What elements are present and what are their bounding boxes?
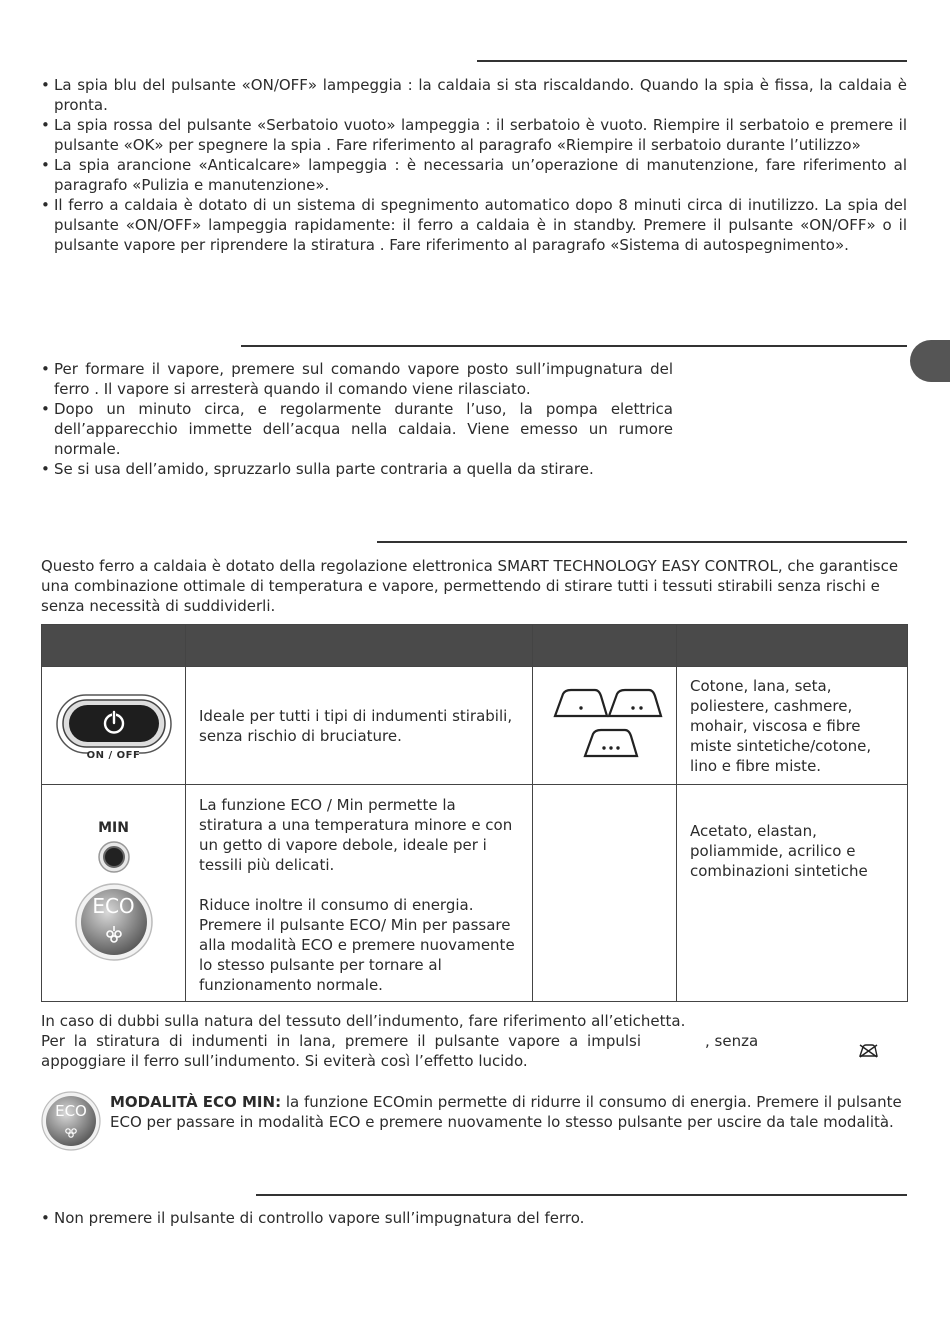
iron-symbols-cell (533, 785, 677, 1002)
wool-note (41, 1031, 907, 1051)
description-cell (186, 667, 533, 785)
wool-note-end: appoggiare il ferro sull’indumento. Si eviterà così l’effetto lucido. (41, 1052, 528, 1070)
list-item: • La spia blu del pulsante «ON/OFF» lampeggia : la caldaia si sta riscaldando. Quando la spia è fissa, la caldaia è pronta. (41, 75, 907, 115)
eco-mode-title: MODALITÀ ECO MIN: (110, 1093, 282, 1111)
table-header-row (42, 625, 908, 667)
table-header-cell (677, 625, 908, 667)
section-2-heading-rule (241, 345, 907, 347)
on-off-label: ON / OFF (86, 750, 141, 761)
table-row (42, 667, 908, 785)
section-4-list (41, 1208, 907, 1228)
table-header-cell (42, 625, 186, 667)
fabric-doubt-note: In caso di dubbi sulla natura del tessuto dell’indumento, fare riferimento all’etichetta. (41, 1012, 686, 1030)
section-4-heading-rule (256, 1194, 907, 1196)
section-1-heading-rule (477, 60, 907, 62)
iron-symbols-cell (533, 667, 677, 785)
section-2-list (41, 359, 673, 479)
list-item: • La spia arancione «Anticalcare» lampeggia : è necessaria un’operazione di manutenzione, fare riferimento al paragrafo «Pulizia e manutenzione». (41, 155, 907, 195)
wool-note-part-1: Per la stiratura di indumenti in lana, premere il pulsante vapore a impulsi (41, 1032, 641, 1050)
on-off-button-cell (42, 667, 186, 785)
min-indicator-icon (97, 840, 131, 874)
description-text: La funzione ECO / Min permette la stiratura a una temperatura minore e con un getto di vapore debole, ideale per i tessili più delicati. (199, 796, 513, 874)
section-3-intro: Questo ferro a caldaia è dotato della regolazione elettronica SMART TECHNOLOGY EASY CONTROL, che garantisce una combinazione ottimale di temperatura e vapore, permettendo di stirare tutti i tessuti stirabili senza rischi e senza necessità di suddividerli. (41, 557, 899, 615)
list-item: • Per formare il vapore, premere sul comando vapore posto sull’impugnatura del ferro . Il vapore si arresterà quando il comando viene rilasciato. (41, 359, 673, 399)
fabrics-cell (677, 785, 908, 1002)
list-item: • La spia rossa del pulsante «Serbatoio vuoto» lampeggia : il serbatoio è vuoto. Riempire il serbatoio e premere il pulsante «OK» per spegnere la spia . Fare riferimento al paragrafo «Riempire il serbatoio durante l’utilizzo» (41, 115, 907, 155)
description-text: Ideale per tutti i tipi di indumenti stirabili, senza rischio di bruciature. (199, 706, 513, 745)
iron-temperature-icons (545, 686, 665, 761)
fabrics-cell (677, 667, 908, 785)
list-item: • Dopo un minuto circa, e regolarmente durante l’uso, la pompa elettrica dell’apparecchio immette dell’acqua nella caldaia. Viene emesso un rumore normale. (41, 399, 673, 459)
fabrics-text: Cotone, lana, seta, poliestere, cashmere, mohair, viscosa e fibre miste sintetiche/cotone, lino e fibre miste. (690, 676, 872, 775)
section-1-list (41, 75, 907, 255)
eco-badge-icon (41, 1091, 101, 1151)
fabrics-text: Acetato, elastan, poliammide, acrilico e combinazioni sintetiche (690, 822, 868, 880)
eco-mode-text: la funzione ECOmin permette di ridurre il consumo di energia. Premere il pulsante ECO per passare in modalità ECO e premere nuovamente lo stesso pulsante per uscire da tale modalità. (110, 1093, 902, 1131)
list-item: • Non premere il pulsante di controllo vapore sull’impugnatura del ferro. (41, 1208, 907, 1228)
eco-mode-note (41, 1090, 907, 1132)
table-header-cell (186, 625, 533, 667)
eco-mode-paragraph (110, 1092, 907, 1132)
description-cell (186, 785, 533, 1002)
eco-min-button-cell (42, 785, 186, 1002)
table-row (42, 785, 908, 1002)
list-item: • Il ferro a caldaia è dotato di un sistema di spegnimento automatico dopo 8 minuti circa di inutilizzo. La spia del pulsante «ON/OFF» lampeggia rapidamente: il ferro a caldaia è in standby. Premere il pulsante «ON/OFF» o il pulsante vapore per riprendere la stiratura . Fare riferimento al paragrafo «Sistema di autospegnimento». (41, 195, 907, 255)
wool-note-part-2: , senza (705, 1032, 759, 1050)
description-text: Riduce inoltre il consumo di energia. Premere il pulsante ECO/ Min per passare alla modalità ECO e premere nuovamente lo stesso pulsante per tornare al funzionamento normale. (199, 896, 515, 994)
fabric-settings-table (41, 624, 908, 1002)
eco-badge-label: ECO (55, 1102, 87, 1120)
page-tab-marker (910, 340, 950, 382)
table-header-cell (533, 625, 677, 667)
section-3-heading-rule (377, 541, 907, 543)
min-label: MIN (98, 820, 129, 836)
list-item: • Se si usa dell’amido, spruzzarlo sulla parte contraria a quella da stirare. (41, 459, 673, 479)
